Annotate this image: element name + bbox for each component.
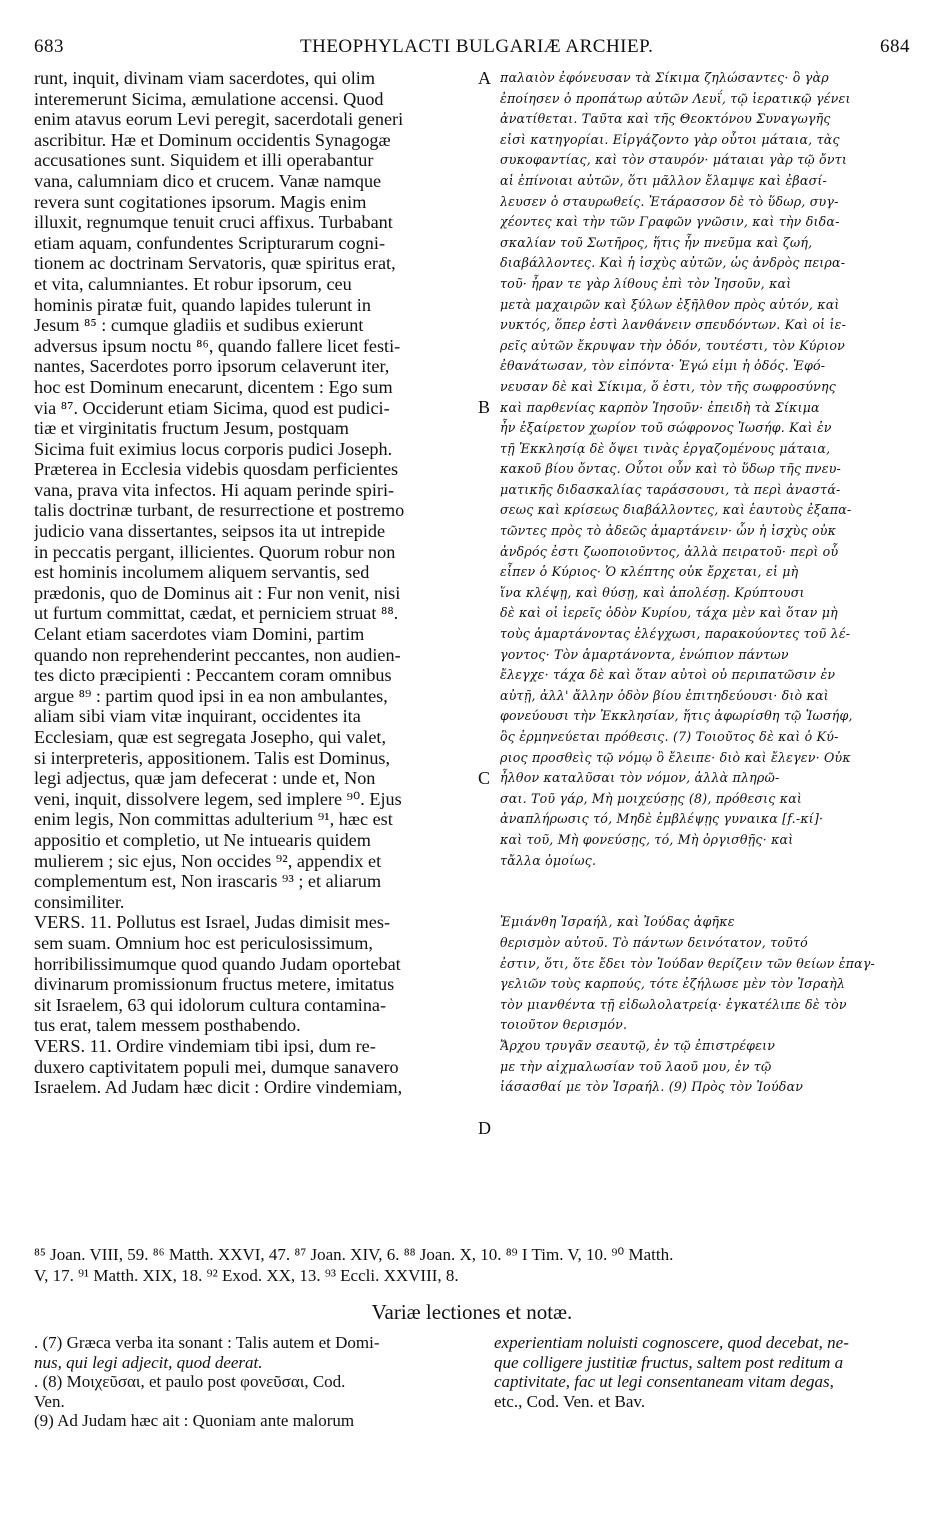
greek-text-line: σεως καὶ κρίσεως διαβάλλοντες, καὶ ἑαυτοὺς ἐξαπα- — [500, 502, 852, 518]
greek-text-line: αἱ ἐπίνοιαι αὐτῶν, ὅτι μᾶλλον ἔλαμψε καὶ ἐβασί- — [500, 172, 827, 188]
greek-text-line: Ἐμιάνθη Ἰσραήλ, καὶ Ἰούδας ἀφῆκε — [500, 914, 735, 930]
latin-text-line: vana, calumniam dico et crucem. Vanæ namque — [34, 170, 382, 191]
latin-text-line: divinarum promissionum fructus metere, imitatus — [34, 974, 395, 995]
latin-text-line: judicio vana dissertantes, seipsos ita ut intrepide — [34, 521, 386, 542]
greek-text-line: ἀνδρός ἐστι ζωοποιοῦντος, ἀλλὰ πειρατοῦ· περὶ οὗ — [500, 543, 839, 559]
latin-text-line: veni, inquit, dissolvere legem, sed implere ⁹⁰. Ejus — [34, 788, 402, 809]
latin-text-line: sem suam. Omnium hoc est periculosissimum, — [34, 932, 373, 953]
greek-text-line: ἐθανάτωσαν, τὸν εἰπόντα· Ἐγώ εἰμι ἡ ὁδός. Ἐφό- — [500, 358, 826, 374]
latin-text-line: enim legis, Non committas adulterium ⁹¹, hæc est — [34, 809, 393, 830]
note-line: captivitate, fac ut legi consentaneam vitam degas, — [494, 1372, 834, 1391]
latin-text-line: tus erat, talem messem posthabendo. — [34, 1015, 301, 1036]
greek-text-line: νευσαν δὲ καὶ Σίκιμα, ὅ ἐστι, τὸν τῆς σωφροσύνης — [500, 378, 837, 394]
latin-text-line: Israelem. Ad Judam hæc dicit : Ordire vindemiam, — [34, 1077, 403, 1098]
note-line: etc., Cod. Ven. et Bav. — [494, 1391, 646, 1411]
greek-text-line: σκαλίαν τοῦ Σωτῆρος, ἥτις ἦν πνεῦμα καὶ ζωή, — [500, 234, 813, 250]
margin-letter-d: D — [478, 1118, 491, 1138]
greek-text-line: ματικῆς διδασκαλίας ταράσσουσι, τὰ περὶ ἀναστά- — [500, 481, 841, 497]
latin-text-line: VERS. 11. Ordire vindemiam tibi ipsi, dum re- — [34, 1035, 376, 1056]
greek-text-line: τἄλλα ὁμοίως. — [500, 852, 597, 868]
latin-text-line: prædonis, quo de Dominus ait : Fur non venit, nisi — [34, 582, 401, 603]
latin-text-line: adversus ipsum noctu ⁸⁶, quando fallere licet festi- — [34, 335, 401, 356]
greek-text-line: κακοῦ βίου ὄντας. Οὗτοι οὖν καὶ τὸ ὕδωρ τῆς πνευ- — [500, 461, 842, 477]
note-line: . (7) Græca verba ita sonant : Talis autem et Domi- — [34, 1333, 380, 1352]
greek-text-line: μετὰ μαχαιρῶν καὶ ξύλων ἐξῆλθον πρὸς αὐτόν, καὶ — [500, 296, 840, 312]
greek-text-line: ριος προσθεὶς τῷ νόμῳ ὃ ἔλειπε· διὸ καὶ ἔλεγεν· Οὐκ — [500, 749, 851, 765]
greek-text-line: δὲ καὶ οἱ ἱερεῖς ὁδὸν Κυρίου, τάχα μὲν καὶ ὅταν μὴ — [500, 605, 838, 621]
page-number-right: 684 — [880, 36, 910, 57]
latin-column — [34, 68, 472, 1098]
notes-right-column — [494, 1333, 914, 1411]
latin-text-line: Præterea in Ecclesia videbis quosdam perficientes — [34, 459, 399, 480]
margin-letter-c: C — [478, 768, 491, 788]
page-number-left: 683 — [34, 36, 64, 57]
greek-text-line: καὶ παρθενίας καρπὸν Ἰησοῦν· ἐπειδὴ τὰ Σίκιμα — [500, 399, 820, 415]
latin-text-line: tiæ et virginitatis fructum Jesum, postquam — [34, 418, 349, 439]
latin-text-line: argue ⁸⁹ : partim quod ipsi in ea non ambulantes, — [34, 685, 388, 706]
latin-text-line: quando non reprehenderint peccantes, non audien- — [34, 644, 401, 665]
greek-text-line: ἰάσασθαί με τὸν Ἰσραήλ. (9) Πρὸς τὸν Ἰούδαν — [500, 1079, 804, 1095]
latin-text-line: nantes, Sacerdotes porro ipsorum celaverunt iter, — [34, 356, 390, 377]
greek-text-line: γοντος· Τὸν ἁμαρτάνοντα, ἐνώπιον πάντων — [500, 646, 789, 662]
greek-text-line: με τὴν αἰχμαλωσίαν τοῦ λαοῦ μου, ἐν τῷ — [500, 1058, 772, 1074]
latin-text-line: VERS. 11. Pollutus est Israel, Judas dimisit mes- — [34, 912, 390, 933]
greek-text-line: τοῦ· ἦραν τε γὰρ λίθους ἐπὶ τὸν Ἰησοῦν, καὶ — [500, 275, 792, 291]
latin-text-line: complementum est, Non irascaris ⁹³ ; et aliarum — [34, 871, 382, 892]
greek-text-line: γελιῶν τοὺς καρπούς, τότε ἐζήλωσε μὲν τὸν Ἰσραὴλ — [500, 976, 846, 992]
greek-text-line: τῶντες πρὸς τὸ ἀδεῶς ἁμαρτάνειν· ὧν ἡ ἰσχὺς οὐκ — [500, 523, 837, 539]
latin-text-line: revera sunt cogitationes ipsorum. Magis enim — [34, 191, 367, 212]
latin-text-line: hoc est Dominum enecarunt, dicentem : Ego sum — [34, 376, 393, 397]
greek-text-line: νυκτός, ὅπερ ἐστὶ λανθάνειν σπευδόντων. Καὶ οἱ ἱε- — [500, 317, 847, 333]
latin-text-line: illuxit, regnumque tenuit cruci affixus. Turbabant — [34, 212, 393, 233]
greek-text-line: τοιοῦτον θερισμόν. — [500, 1017, 628, 1033]
greek-text-line: ἔλεγχε· τάχα δὲ καὶ ὅταν αὐτοὶ οὐ περιπατῶσιν ἐν — [500, 667, 836, 683]
latin-text-line: consimiliter. — [34, 891, 125, 912]
latin-text-line: aliam sibi viam vitæ inquirant, occidentes ita — [34, 706, 361, 727]
latin-text-line: talis doctrinæ turbant, de resurrectione et postremo — [34, 500, 405, 521]
latin-text-line: duxero captivitatem populi mei, dumque sanavero — [34, 1056, 399, 1077]
greek-text-line: θερισμὸν αὐτοῦ. Τὸ πάντων δεινότατον, τοῦτό — [500, 934, 808, 950]
greek-column — [500, 68, 920, 1098]
latin-text-line: hominis piratæ fuit, quando lapides tulerunt in — [34, 294, 371, 315]
latin-text-line: via ⁸⁷. Occiderunt etiam Sicima, quod est pudici- — [34, 397, 390, 418]
notes-title: Variæ lectiones et notæ. — [371, 1300, 573, 1324]
latin-text-line: tionem ac doctrinam Servatoris, quæ spiritus erat, — [34, 253, 396, 274]
latin-text-line: ut furtum committat, cædat, et perniciem struat ⁸⁸. — [34, 603, 399, 624]
latin-text-line: est hominis incolumem aliquem servantis, sed — [34, 562, 370, 583]
scripture-ref-line: ⁸⁵ Joan. VIII, 59. ⁸⁶ Matth. XXVI, 47. ⁸⁷ Joan. XIV, 6. ⁸⁸ Joan. X, 10. ⁸⁹ I Tim. V, 10. ⁹⁰ Matth. — [34, 1245, 674, 1264]
latin-text-line: si interpreteris, appositionem. Talis est Dominus, — [34, 747, 391, 768]
greek-text-line: ἀνατίθεται. Ταῦτα καὶ τῆς Θεοκτόνου Συναγωγῆς — [500, 111, 831, 127]
note-line: experientiam noluisti cognoscere, quod decebat, ne- — [494, 1333, 849, 1352]
scripture-ref-line: V, 17. ⁹¹ Matth. XIX, 18. ⁹² Exod. XX, 13. ⁹³ Eccli. XXVIII, 8. — [34, 1266, 459, 1285]
greek-text-line — [500, 871, 920, 892]
greek-text-line: ὃς ἑρμηνεύεται πρόθεσις. (7) Τοιοῦτος δὲ καὶ ὁ Κύ- — [500, 729, 839, 744]
greek-text-line: καὶ τοῦ, Μὴ φονεύσῃς, τό, Μὴ ὀργισθῇς· καὶ — [500, 831, 794, 847]
running-title: THEOPHYLACTI BULGARIÆ ARCHIEP. — [300, 36, 654, 57]
latin-text-line: tes dicto præcipienti : Peccantem coram omnibus — [34, 665, 392, 686]
latin-text-line: in peccatis pergant, illicientes. Quorum robur non — [34, 541, 396, 562]
note-line: . (8) Μοιχεῦσαι, et paulo post φονεῦσαι, Cod. — [34, 1372, 346, 1391]
note-line: Ven. — [34, 1391, 65, 1411]
latin-text-line: legi adjectus, quæ jam defecerat : unde et, Non — [34, 768, 376, 789]
greek-text-line: παλαιὸν ἐφόνευσαν τὰ Σίκιμα ζηλώσαντες· ὃ γὰρ — [500, 70, 829, 85]
greek-text-line: εἶπεν ὁ Κύριος· Ὁ κλέπτης οὐκ ἔρχεται, εἰ μὴ — [500, 564, 799, 580]
greek-text-line: ἵνα κλέψῃ, καὶ θύσῃ, καὶ ἀπολέσῃ. Κρύπτουσι — [500, 584, 805, 600]
greek-text-line: ἐστιν, ὅτι, ὅτε ἔδει τὸν Ἰούδαν θερίζειν τῶν θείων ἐπαγ- — [500, 955, 876, 971]
notes-left-column — [34, 1333, 474, 1431]
running-header — [0, 36, 944, 60]
scripture-references — [34, 1244, 924, 1286]
latin-text-line: ascribitur. Hæ et Dominum occidentis Synagogæ — [34, 129, 391, 150]
greek-text-line: χέοντες καὶ τὴν τῶν Γραφῶν γνῶσιν, καὶ τὴν διδα- — [500, 214, 840, 230]
latin-text-line: et vita, calumniantes. Et robur ipsorum, ceu — [34, 273, 352, 294]
latin-text-line: appositio et completio, ut Ne intuearis quidem — [34, 829, 371, 850]
note-line: que colligere justitiæ fructus, saltem post reditum a — [494, 1352, 844, 1372]
latin-text-line: vana, prava vita infectos. Hi aquam perinde spiri- — [34, 479, 395, 500]
margin-letter-a: A — [478, 68, 491, 88]
greek-text-line: φονεύουσι τὴν Ἐκκλησίαν, ἥτις ἀφωρίσθη τῷ Ἰωσήφ, — [500, 708, 853, 724]
note-line: (9) Ad Judam hæc ait : Quoniam ante malorum — [34, 1411, 355, 1430]
latin-text-line: horribilissimumque quod quando Judam oportebat — [34, 953, 401, 974]
greek-text-line: τῇ Ἐκκλησίᾳ δὲ ὄψει τινὰς ἐργαζομένους μάταια, — [500, 440, 831, 456]
latin-text-line: Ecclesiam, quæ est segregata Josepho, qui valet, — [34, 727, 387, 747]
greek-text-line: αὐτῇ, ἀλλ' ἄλλην ὁδὸν βίου ἐπιτηδεύουσι· διὸ καὶ — [500, 687, 829, 703]
greek-text-line: λευσεν ὁ σταυρωθείς. Ἐτάρασσον δὲ τὸ ὕδωρ, συγ- — [500, 193, 839, 209]
latin-text-line: sit Israelem, 63 qui idolorum cultura contamina- — [34, 994, 387, 1015]
greek-text-line: εἰσὶ κατηγορίαι. Εἰργάζοντο γὰρ οὗτοι μάταια, τὰς — [500, 131, 840, 147]
latin-text-line: enim atavus eorum Levi peregit, sacerdotali generi — [34, 109, 404, 130]
greek-text-line: ἦλθον καταλῦσαι τὸν νόμον, ἀλλὰ πληρῶ- — [500, 770, 780, 786]
note-line: nus, qui legi adjecit, quod deerat. — [34, 1352, 263, 1372]
greek-text-line: ἦν ἐξαίρετον χωρίον τοῦ σώφρονος Ἰωσήφ. Καὶ ἐν — [500, 420, 832, 436]
margin-letter-b: B — [478, 397, 491, 417]
latin-text-line: mulierem ; sic ejus, Non occides ⁹², appendix et — [34, 850, 382, 871]
latin-text-line: runt, inquit, divinam viam sacerdotes, qui olim — [34, 68, 375, 88]
latin-text-line: Sicima fuit eximius locus corporis pudici Joseph. — [34, 438, 393, 459]
greek-text-line: τὸν μιανθέντα τῇ εἰδωλολατρείᾳ· ἐγκατέλιπε δὲ τὸν — [500, 996, 847, 1012]
greek-text-line: ἐποίησεν ὁ προπάτωρ αὐτῶν Λευΐ, τῷ ἱερατικῷ γένει — [500, 90, 851, 106]
greek-text-line: ἀναπλήρωσις τό, Μηδὲ ἐμβλέψῃς γυναικα [f.-κί]· — [500, 811, 824, 827]
greek-text-line: συκοφαντίας, καὶ τὸν σταυρόν· μάταιαι γὰρ τῷ ὄντι — [500, 152, 847, 168]
latin-text-line: interemerunt Sicima, æmulatione accensi. Quod — [34, 88, 384, 109]
latin-text-line: Jesum ⁸⁵ : cumque gladiis et sudibus exierunt — [34, 315, 364, 336]
latin-text-line: Celant etiam sacerdotes viam Domini, partim — [34, 624, 365, 645]
greek-text-line: σαι. Τοῦ γάρ, Μὴ μοιχεύσῃς (8), πρόθεσις καὶ — [500, 790, 803, 806]
latin-text-line: etiam aquam, confundentes Scripturarum cogni- — [34, 232, 386, 253]
greek-text-line: Ἄρχου τρυγᾶν σεαυτῷ, ἐν τῷ ἐπιστρέφειν — [500, 1037, 776, 1053]
greek-text-line: τοὺς ἁμαρτάνοντας ἐλέγχωσι, παρακούοντες τοῦ λέ- — [500, 626, 851, 642]
greek-text-line — [500, 892, 920, 913]
latin-text-line: accusationes sunt. Siquidem et illi operabantur — [34, 150, 374, 171]
greek-text-line: διαβάλλοντες. Καὶ ἡ ἰσχὺς αὐτῶν, ὡς ἀνδρὸς πειρα- — [500, 255, 846, 271]
greek-text-line: ρεῖς αὐτῶν ἔκρυψαν τὴν ὁδόν, τουτέστι, τὸν Κύριον — [500, 337, 845, 353]
